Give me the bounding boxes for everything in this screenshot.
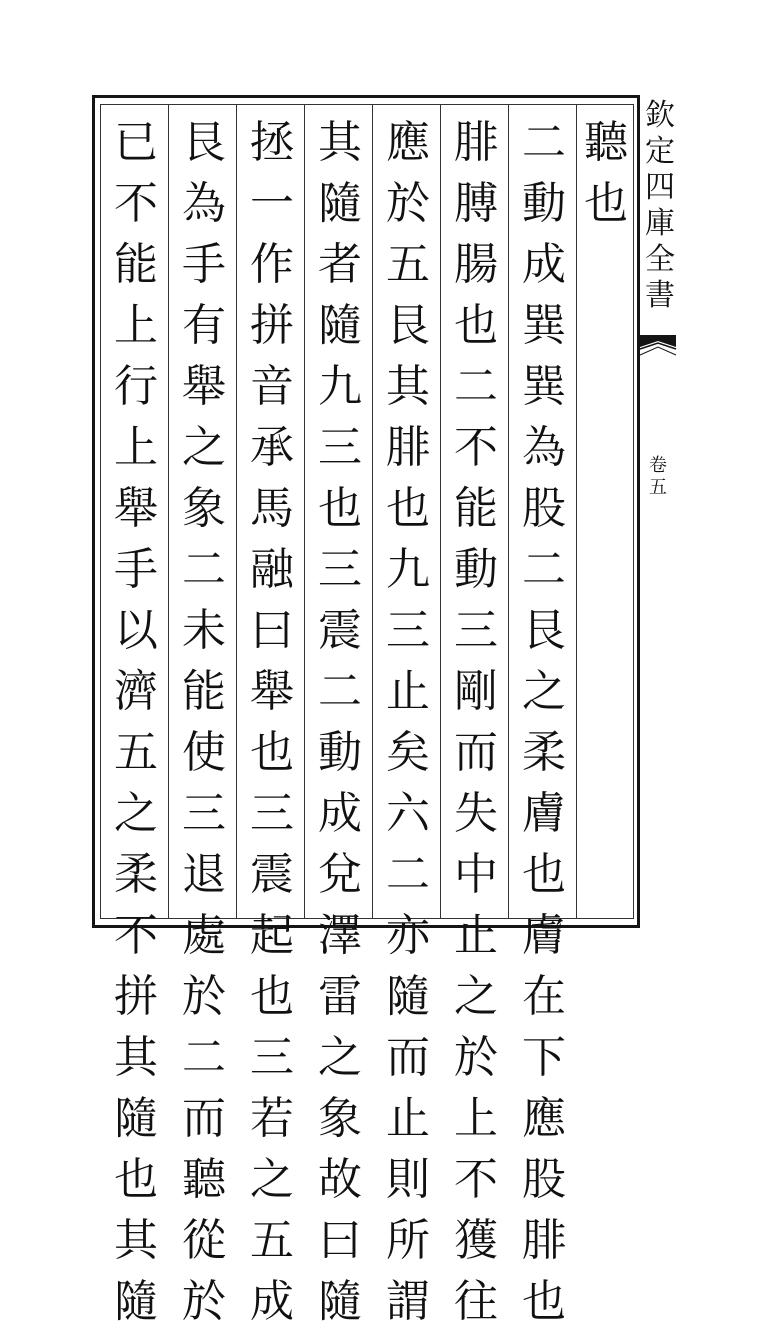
text-character: 往 bbox=[454, 1276, 498, 1327]
text-character: 上 bbox=[114, 300, 158, 351]
text-character: 之 bbox=[250, 1154, 294, 1205]
text-character: 震 bbox=[250, 849, 294, 900]
margin-title-character: 四 bbox=[645, 170, 675, 205]
text-character: 膊 bbox=[454, 178, 498, 229]
text-column-8 bbox=[108, 112, 164, 1332]
text-character: 所 bbox=[386, 1215, 430, 1266]
text-character: 承 bbox=[250, 422, 294, 473]
text-character: 止 bbox=[386, 666, 430, 717]
text-character: 聽 bbox=[584, 117, 628, 168]
text-character: 其 bbox=[386, 361, 430, 412]
text-character: 隨 bbox=[318, 300, 362, 351]
text-character: 上 bbox=[114, 422, 158, 473]
text-character: 柔 bbox=[522, 727, 566, 778]
text-character: 成 bbox=[318, 788, 362, 839]
text-character: 上 bbox=[454, 1093, 498, 1144]
text-character: 為 bbox=[182, 178, 226, 229]
text-character: 中 bbox=[454, 849, 498, 900]
text-character: 起 bbox=[250, 910, 294, 961]
text-column-5 bbox=[312, 112, 368, 1332]
text-character: 若 bbox=[250, 1093, 294, 1144]
text-character: 拼 bbox=[250, 300, 294, 351]
text-character: 澤 bbox=[318, 910, 362, 961]
text-character: 震 bbox=[318, 605, 362, 656]
text-character: 五 bbox=[386, 239, 430, 290]
text-character: 巽 bbox=[522, 361, 566, 412]
text-character: 隨 bbox=[114, 1276, 158, 1327]
column-rule bbox=[576, 104, 577, 919]
margin-volume-character: 卷 bbox=[649, 455, 667, 476]
text-character: 者 bbox=[318, 239, 362, 290]
text-character: 也 bbox=[386, 483, 430, 534]
text-character: 柔 bbox=[114, 849, 158, 900]
text-character: 膚 bbox=[522, 910, 566, 961]
column-rule bbox=[372, 104, 373, 919]
text-character: 成 bbox=[250, 1276, 294, 1327]
text-character: 腓 bbox=[522, 1215, 566, 1266]
text-character: 三 bbox=[454, 605, 498, 656]
text-character: 行 bbox=[114, 361, 158, 412]
text-character: 隨 bbox=[114, 1093, 158, 1144]
text-column-2 bbox=[516, 112, 572, 1332]
text-character: 以 bbox=[114, 605, 158, 656]
text-character: 於 bbox=[182, 971, 226, 1022]
text-character: 腸 bbox=[454, 239, 498, 290]
margin-title-character: 欽 bbox=[645, 98, 675, 133]
text-character: 而 bbox=[454, 727, 498, 778]
text-character: 能 bbox=[454, 483, 498, 534]
text-character: 其 bbox=[318, 117, 362, 168]
margin-title-character: 全 bbox=[645, 242, 675, 277]
text-character: 三 bbox=[250, 1032, 294, 1083]
fish-tail-mark bbox=[640, 335, 676, 365]
text-character: 也 bbox=[318, 483, 362, 534]
text-character: 舉 bbox=[250, 666, 294, 717]
text-character: 為 bbox=[522, 422, 566, 473]
text-character: 也 bbox=[114, 1154, 158, 1205]
text-column-3 bbox=[448, 112, 504, 1332]
text-character: 曰 bbox=[318, 1215, 362, 1266]
text-character: 應 bbox=[386, 117, 430, 168]
text-character: 也 bbox=[250, 727, 294, 778]
text-character: 亦 bbox=[386, 910, 430, 961]
column-rule bbox=[236, 104, 237, 919]
text-character: 則 bbox=[386, 1154, 430, 1205]
text-character: 動 bbox=[318, 727, 362, 778]
text-character: 故 bbox=[318, 1154, 362, 1205]
text-character: 腓 bbox=[386, 422, 430, 473]
text-character: 也 bbox=[250, 971, 294, 1022]
text-character: 其 bbox=[114, 1032, 158, 1083]
text-character: 拯 bbox=[250, 117, 294, 168]
text-character: 股 bbox=[522, 1154, 566, 1205]
text-character: 舉 bbox=[182, 361, 226, 412]
text-character: 一 bbox=[250, 178, 294, 229]
text-character: 拼 bbox=[114, 971, 158, 1022]
text-character: 在 bbox=[522, 971, 566, 1022]
text-character: 二 bbox=[182, 544, 226, 595]
column-rule bbox=[440, 104, 441, 919]
text-character: 能 bbox=[114, 239, 158, 290]
text-character: 能 bbox=[182, 666, 226, 717]
text-character: 三 bbox=[318, 544, 362, 595]
text-character: 手 bbox=[182, 239, 226, 290]
column-rule bbox=[168, 104, 169, 919]
text-character: 於 bbox=[182, 1276, 226, 1327]
text-character: 巽 bbox=[522, 300, 566, 351]
text-character: 動 bbox=[454, 544, 498, 595]
text-character: 也 bbox=[522, 849, 566, 900]
text-character: 象 bbox=[182, 483, 226, 534]
text-character: 謂 bbox=[386, 1276, 430, 1327]
text-character: 應 bbox=[522, 1093, 566, 1144]
text-column-4 bbox=[380, 112, 436, 1332]
text-character: 之 bbox=[522, 666, 566, 717]
text-character: 之 bbox=[182, 422, 226, 473]
text-character: 剛 bbox=[454, 666, 498, 717]
text-character: 未 bbox=[182, 605, 226, 656]
margin-volume-label bbox=[646, 455, 670, 499]
text-character: 艮 bbox=[522, 605, 566, 656]
text-character: 九 bbox=[386, 544, 430, 595]
text-character: 隨 bbox=[318, 178, 362, 229]
text-character: 艮 bbox=[386, 300, 430, 351]
text-character: 九 bbox=[318, 361, 362, 412]
text-character: 隨 bbox=[386, 971, 430, 1022]
text-character: 不 bbox=[114, 178, 158, 229]
text-character: 從 bbox=[182, 1215, 226, 1266]
text-character: 有 bbox=[182, 300, 226, 351]
text-character: 其 bbox=[114, 1215, 158, 1266]
text-character: 聽 bbox=[182, 1154, 226, 1205]
text-character: 之 bbox=[454, 971, 498, 1022]
text-character: 矣 bbox=[386, 727, 430, 778]
text-character: 而 bbox=[386, 1032, 430, 1083]
text-character: 之 bbox=[114, 788, 158, 839]
text-character: 三 bbox=[250, 788, 294, 839]
margin-title-character: 定 bbox=[645, 134, 675, 169]
text-character: 馬 bbox=[250, 483, 294, 534]
text-character: 二 bbox=[522, 544, 566, 595]
text-character: 也 bbox=[584, 178, 628, 229]
text-character: 融 bbox=[250, 544, 294, 595]
text-character: 而 bbox=[182, 1093, 226, 1144]
text-character: 於 bbox=[454, 1032, 498, 1083]
text-character: 雷 bbox=[318, 971, 362, 1022]
text-character: 失 bbox=[454, 788, 498, 839]
text-character: 二 bbox=[522, 117, 566, 168]
text-character: 手 bbox=[114, 544, 158, 595]
text-character: 舉 bbox=[114, 483, 158, 534]
text-character: 象 bbox=[318, 1093, 362, 1144]
text-character: 二 bbox=[318, 666, 362, 717]
margin-book-title bbox=[640, 98, 680, 314]
text-character: 處 bbox=[182, 910, 226, 961]
text-character: 於 bbox=[386, 178, 430, 229]
text-character: 音 bbox=[250, 361, 294, 412]
margin-volume-character: 五 bbox=[649, 477, 667, 498]
text-character: 曰 bbox=[250, 605, 294, 656]
text-character: 隨 bbox=[318, 1276, 362, 1327]
text-character: 三 bbox=[318, 422, 362, 473]
text-character: 二 bbox=[182, 1032, 226, 1083]
text-character: 動 bbox=[522, 178, 566, 229]
text-character: 腓 bbox=[454, 117, 498, 168]
text-character: 三 bbox=[182, 788, 226, 839]
text-character: 止 bbox=[386, 1093, 430, 1144]
text-character: 濟 bbox=[114, 666, 158, 717]
text-character: 五 bbox=[250, 1215, 294, 1266]
text-character: 作 bbox=[250, 239, 294, 290]
text-character: 止 bbox=[454, 910, 498, 961]
text-character: 已 bbox=[114, 117, 158, 168]
column-rule bbox=[508, 104, 509, 919]
text-character: 也 bbox=[454, 300, 498, 351]
text-character: 獲 bbox=[454, 1215, 498, 1266]
text-character: 不 bbox=[454, 422, 498, 473]
text-character: 二 bbox=[454, 361, 498, 412]
text-character: 也 bbox=[522, 1276, 566, 1327]
text-character: 之 bbox=[318, 1032, 362, 1083]
text-character: 不 bbox=[114, 910, 158, 961]
text-character: 退 bbox=[182, 849, 226, 900]
text-character: 膚 bbox=[522, 788, 566, 839]
text-character: 六 bbox=[386, 788, 430, 839]
text-character: 成 bbox=[522, 239, 566, 290]
text-character: 股 bbox=[522, 483, 566, 534]
text-character: 兌 bbox=[318, 849, 362, 900]
text-character: 三 bbox=[386, 605, 430, 656]
text-character: 艮 bbox=[182, 117, 226, 168]
text-column-1 bbox=[578, 112, 634, 234]
text-character: 二 bbox=[386, 849, 430, 900]
margin-title-character: 書 bbox=[645, 278, 675, 313]
text-column-6 bbox=[244, 112, 300, 1332]
text-character: 不 bbox=[454, 1154, 498, 1205]
text-character: 使 bbox=[182, 727, 226, 778]
text-column-7 bbox=[176, 112, 232, 1332]
text-character: 下 bbox=[522, 1032, 566, 1083]
margin-title-character: 庫 bbox=[645, 206, 675, 241]
column-rule bbox=[304, 104, 305, 919]
text-character: 五 bbox=[114, 727, 158, 778]
